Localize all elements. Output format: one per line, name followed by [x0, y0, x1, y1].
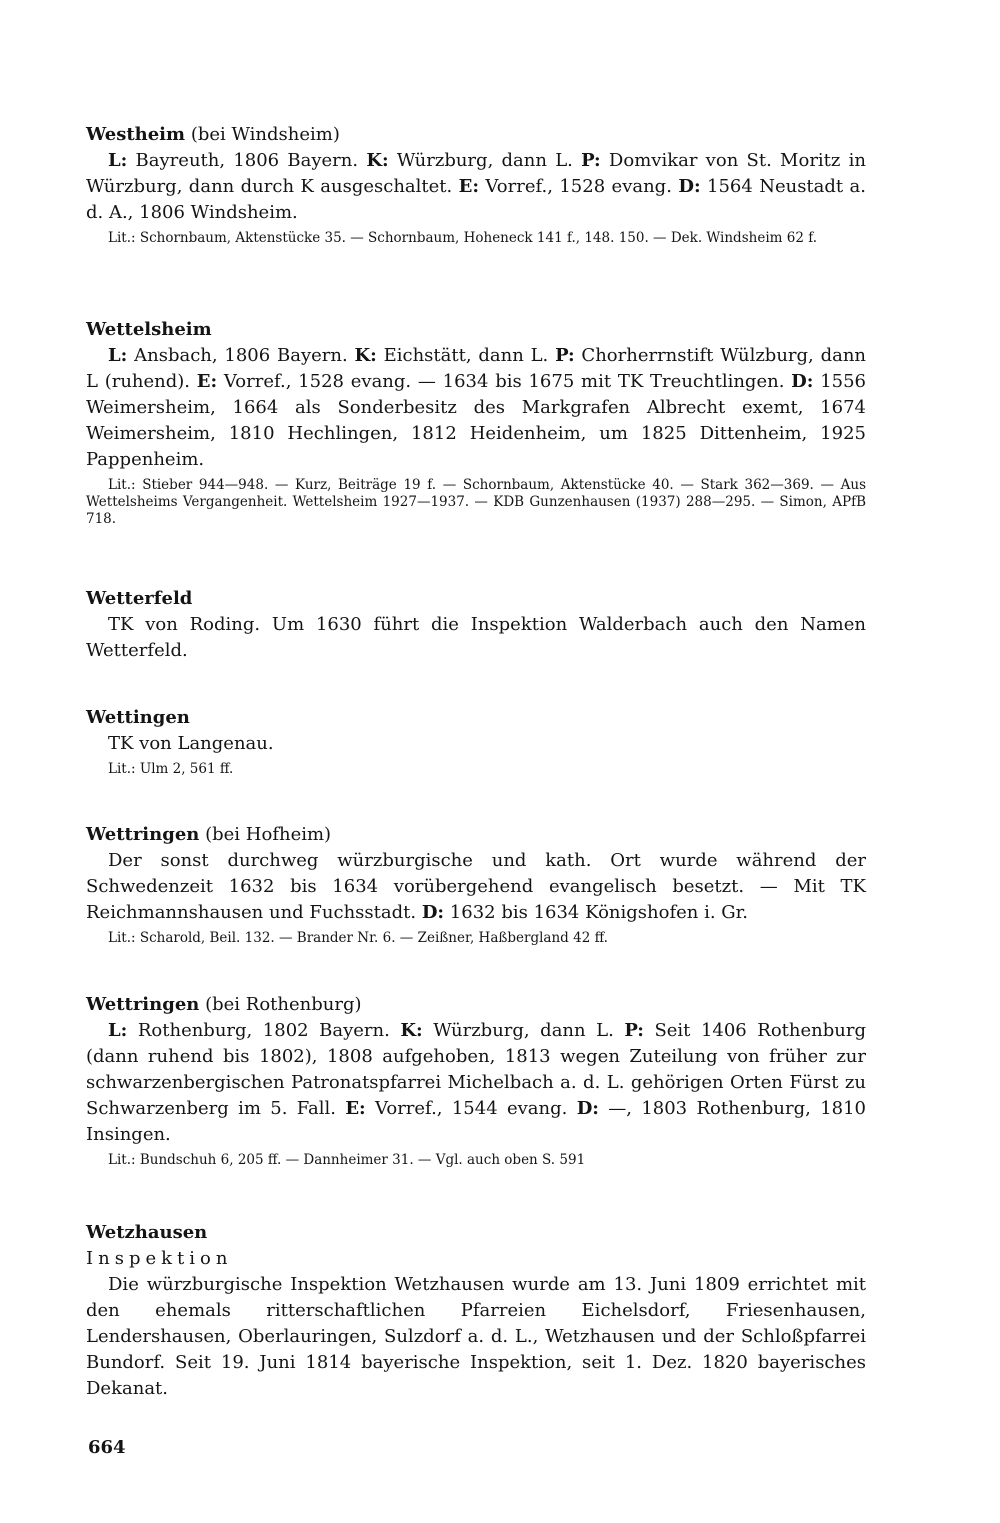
field-label: P:: [555, 345, 575, 366]
entry-qualifier: (bei Hofheim): [205, 824, 332, 845]
literature-note: Lit.: Ulm 2, 561 ff.: [108, 761, 234, 777]
entry-subheading: Inspektion: [86, 1248, 233, 1269]
field-text: Ansbach, 1806 Bayern.: [127, 345, 355, 366]
entry-heading: [86, 992, 866, 1018]
entry-title: Wettelsheim: [86, 319, 212, 340]
field-label: K:: [366, 150, 389, 171]
entry-wetterfeld: [86, 586, 866, 664]
field-label: K:: [400, 1020, 423, 1041]
literature-note: Lit.: Schornbaum, Aktenstücke 35. — Schornbaum, Hoheneck 141 f., 148. 150. — Dek. Windsheim 62 f.: [108, 230, 818, 246]
entry-heading: [86, 705, 866, 731]
field-label: L:: [108, 1020, 128, 1041]
literature-note: Lit.: Scharold, Beil. 132. — Brander Nr. 6. — Zeißner, Haßbergland 42 ff.: [108, 930, 608, 946]
field-label: E:: [458, 176, 480, 197]
entry-text: [86, 148, 866, 226]
field-text: Eichstätt, dann L.: [376, 345, 556, 366]
entry-qualifier: (bei Rothenburg): [205, 994, 362, 1015]
entry-heading: [86, 317, 866, 343]
field-text: 1564 Neustadt a. d. A., 1806 Windsheim.: [86, 176, 866, 223]
entry-title: Wetzhausen: [86, 1222, 208, 1243]
field-label: D:: [421, 902, 445, 923]
field-text: —, 1803 Rothenburg, 1810 Insingen.: [86, 1098, 867, 1145]
entry-title: Wettringen: [86, 994, 200, 1015]
field-text: Bayreuth, 1806 Bayern.: [127, 150, 367, 171]
entry-heading: [86, 822, 866, 848]
entry-heading: [86, 122, 866, 148]
field-text: Der sonst durchweg würzburgische und kath. Ort wurde während der Schwedenzeit 1632 bis 1634 vorübergehend evangelisch besetzt. — Mit TK Reichmannshausen und Fuchsstadt.: [86, 850, 866, 923]
entry-wettingen: [86, 705, 866, 778]
entry-qualifier: (bei Windsheim): [190, 124, 340, 145]
field-text: Seit 1406 Rothenburg (dann ruhend bis 1802), 1808 aufgehoben, 1813 wegen Zuteilung von früher zur schwarzenbergischen Patronatspfarrei Michelbach a. d. L. gehörigen Orten Fürst zu Schwarzenberg im 5. Fall.: [86, 1020, 866, 1119]
entry-westheim: [86, 122, 866, 247]
entry-text: [86, 1018, 866, 1148]
entry-wettelsheim: [86, 317, 866, 528]
entry-text: TK von Roding. Um 1630 führt die Inspektion Walderbach auch den Namen Wetterfeld.: [86, 614, 866, 661]
literature-note: Lit.: Bundschuh 6, 205 ff. — Dannheimer 31. — Vgl. auch oben S. 591: [108, 1152, 586, 1168]
entry-title: Wettringen: [86, 824, 200, 845]
entry-heading: [86, 1220, 866, 1246]
page-number: 664: [88, 1437, 126, 1458]
literature-note: Lit.: Stieber 944—948. — Kurz, Beiträge 19 f. — Schornbaum, Aktenstücke 40. — Stark 362—369. — Aus Wettelsheims Vergangenheit. Wettelsheim 1927—1937. — KDB Gunzenhausen (1937) 288—295. — Simon, APfB 718.: [86, 477, 866, 527]
field-label: P:: [624, 1020, 644, 1041]
field-label: D:: [678, 176, 701, 197]
field-text: 1556 Weimersheim, 1664 als Sonderbesitz des Markgrafen Albrecht exemt, 1674 Weimersheim, 1810 Hechlingen, 1812 Heidenheim, um 1825 Dittenheim, 1925 Pappenheim.: [86, 371, 866, 470]
field-text: 1632 bis 1634 Königshofen i. Gr.: [444, 902, 748, 923]
field-label: L:: [108, 150, 128, 171]
entry-text: Die würzburgische Inspektion Wetzhausen wurde am 13. Juni 1809 errichtet mit den ehemals ritterschaftlichen Pfarreien Eichelsdorf, Friesenhausen, Lendershausen, Oberlauringen, Sulzdorf a. d. L., Wetzhausen und der Schloßpfarrei Bundorf. Seit 19. Juni 1814 bayerische Inspektion, seit 1. Dez. 1820 bayerisches Dekanat.: [86, 1274, 866, 1399]
field-text: Chorherrnstift Wülzburg, dann L (ruhend).: [86, 345, 867, 392]
entry-text: [86, 343, 866, 473]
field-label: K:: [354, 345, 377, 366]
entry-wettringen-hofheim: [86, 822, 866, 947]
field-label: P:: [581, 150, 601, 171]
field-label: L:: [108, 345, 128, 366]
field-text: Vorref., 1528 evang.: [479, 176, 679, 197]
entry-wetzhausen: [86, 1220, 866, 1402]
entry-title: Westheim: [86, 124, 186, 145]
field-label: D:: [576, 1098, 599, 1119]
entry-text: TK von Langenau.: [108, 733, 274, 754]
field-text: Würzburg, dann L.: [388, 150, 582, 171]
field-label: E:: [345, 1098, 366, 1119]
field-text: Vorref., 1544 evang.: [365, 1098, 577, 1119]
field-label: E:: [196, 371, 218, 392]
field-text: Rothenburg, 1802 Bayern.: [127, 1020, 401, 1041]
entry-text: [86, 848, 866, 926]
entry-wettringen-rothenburg: [86, 992, 866, 1169]
entry-title: Wetterfeld: [86, 588, 193, 609]
field-label: D:: [791, 371, 814, 392]
field-text: Vorref., 1528 evang. — 1634 bis 1675 mit TK Treuchtlingen.: [217, 371, 792, 392]
entry-title: Wettingen: [86, 707, 190, 728]
entry-heading: [86, 586, 866, 612]
field-text: Würzburg, dann L.: [422, 1020, 625, 1041]
field-text: Domvikar von St. Moritz in Würzburg, dann durch K ausgeschaltet.: [86, 150, 866, 197]
